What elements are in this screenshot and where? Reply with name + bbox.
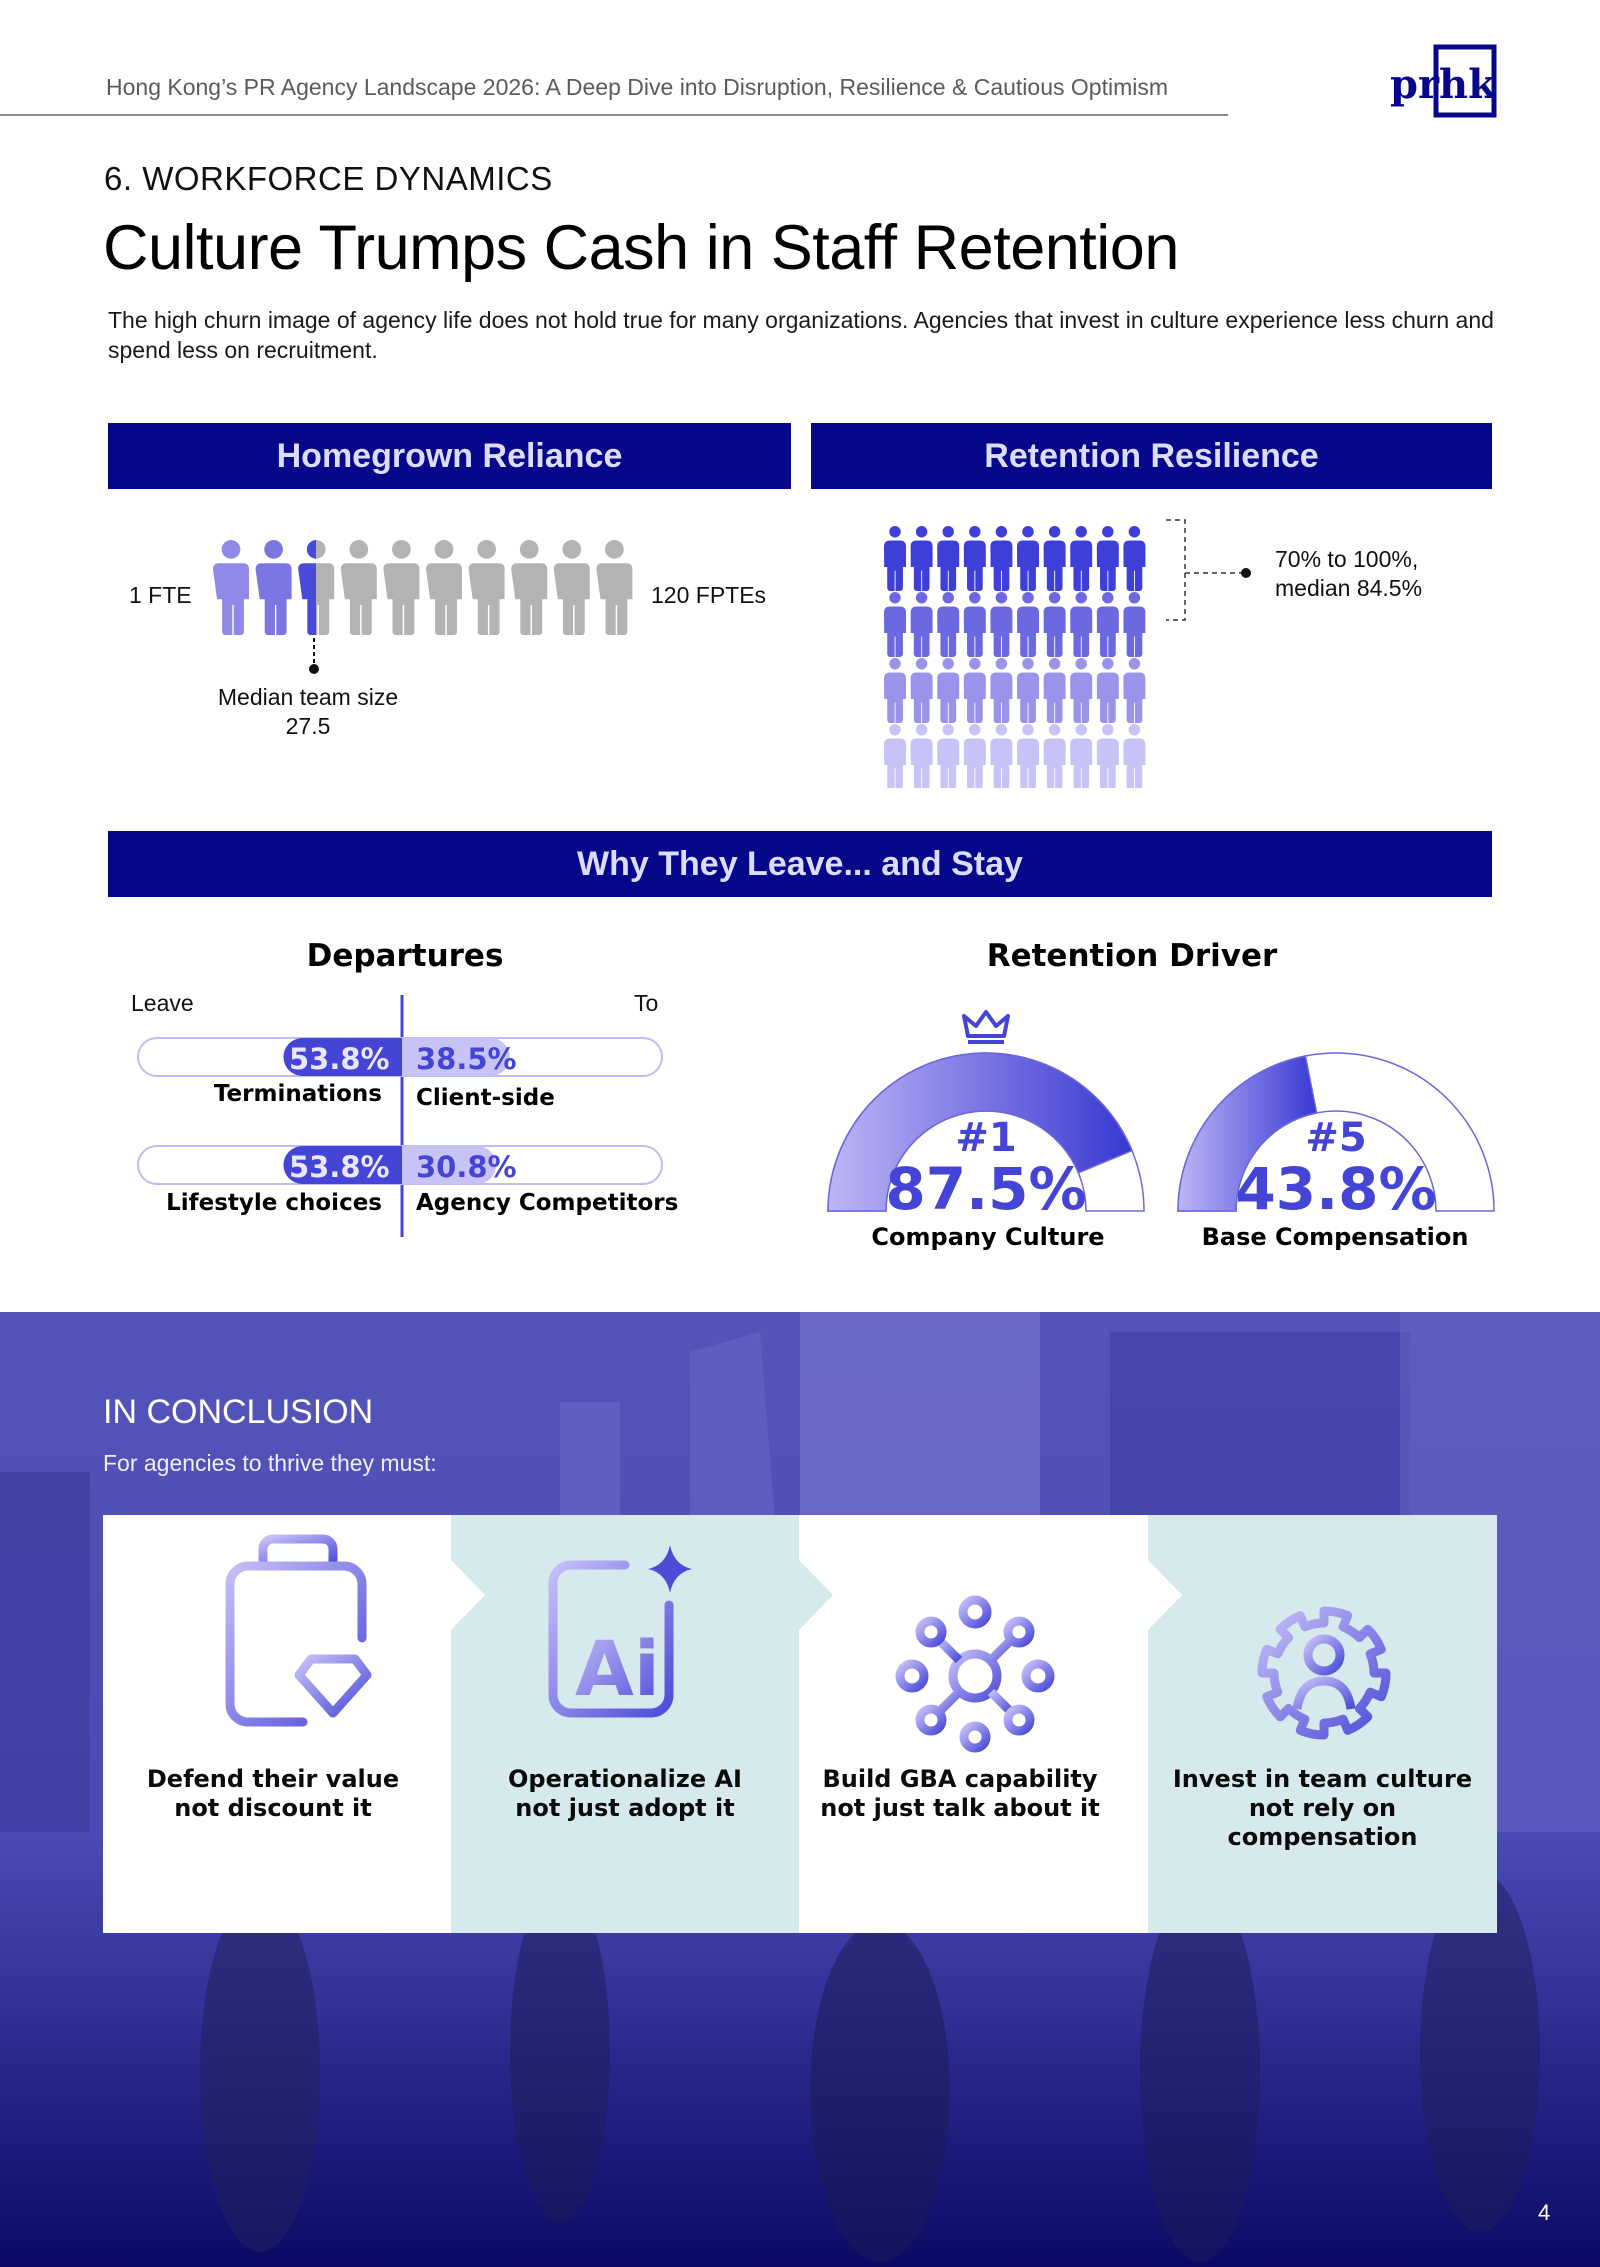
leave-label-2: Lifestyle choices: [166, 1190, 382, 1216]
retention-person-icon: [1097, 526, 1119, 591]
retention-person-icon: [1123, 526, 1145, 591]
conclusion-card-4: Invest in team culture not rely on compensation: [1172, 1765, 1473, 1851]
leave-value-1: 53.8%: [289, 1042, 390, 1076]
range-bracket: [1160, 516, 1260, 624]
gauge-2: [1178, 1053, 1494, 1218]
retention-person-icon: [1044, 724, 1066, 788]
leave-column-label: Leave: [131, 990, 194, 1016]
team-person-icon: [383, 540, 419, 635]
intro-paragraph: The high churn image of agency life does not hold true for many organizations. Agencies that invest in culture experience less churn and spend less on recruitment.: [108, 307, 1494, 363]
retention-person-icon: [964, 724, 986, 788]
page-heading: Culture Trumps Cash in Staff Retention: [103, 213, 1179, 283]
retention-driver-title: Retention Driver: [986, 938, 1278, 974]
retention-person-icon: [937, 658, 959, 723]
retention-range-label: [1275, 545, 1422, 603]
card-2-bg: [451, 1515, 833, 1933]
gauge-label-1: Company Culture: [871, 1223, 1105, 1251]
retention-person-icon: [1017, 526, 1039, 591]
retention-person-icon: [1044, 658, 1066, 723]
conclusion-subtitle: For agencies to thrive they must:: [103, 1450, 437, 1476]
retention-person-icon: [1017, 592, 1039, 657]
retention-person-icon: [990, 526, 1012, 591]
min-fte-label: 1 FTE: [129, 582, 192, 608]
retention-pictogram: [880, 524, 1152, 788]
retention-banner: Retention Resilience: [811, 423, 1492, 489]
team-person-icon: [298, 540, 334, 635]
section-number-title: 6. WORKFORCE DYNAMICS: [104, 160, 553, 197]
team-person-icon: [511, 540, 547, 635]
team-person-icon: [596, 540, 632, 635]
retention-person-icon: [884, 724, 906, 788]
retention-person-icon: [1017, 724, 1039, 788]
retention-person-icon: [937, 724, 959, 788]
gauge-rank: #1: [955, 1115, 1017, 1161]
page-number: 4: [1538, 2200, 1551, 2225]
retention-person-icon: [1123, 592, 1145, 657]
to-column-label: To: [634, 990, 659, 1016]
svg-text:Ai: Ai: [575, 1624, 660, 1713]
to-label-2: Agency Competitors: [416, 1190, 679, 1216]
retention-person-icon: [990, 658, 1012, 723]
median-marker: [306, 636, 322, 676]
team-person-icon: [256, 540, 292, 635]
conclusion-card-1: Defend their value not discount it: [146, 1765, 400, 1822]
retention-range-line2: median 84.5%: [1275, 575, 1423, 601]
report-title: Hong Kong’s PR Agency Landscape 2026: A Deep Dive into Disruption, Resilience & Cautious Optimism: [106, 74, 1168, 100]
gauge-1: [828, 1012, 1144, 1218]
retention-person-icon: [990, 592, 1012, 657]
to-value-1: 38.5%: [416, 1042, 517, 1076]
retention-person-icon: [1070, 526, 1092, 591]
retention-person-icon: [937, 526, 959, 591]
retention-person-icon: [1097, 592, 1119, 657]
retention-person-icon: [1070, 724, 1092, 788]
retention-person-icon: [1044, 592, 1066, 657]
gauge-rank: #5: [1305, 1115, 1367, 1161]
conclusion-title: IN CONCLUSION: [103, 1393, 374, 1431]
team-person-icon: [469, 540, 505, 635]
to-label-1: Client-side: [416, 1085, 555, 1111]
retention-person-icon: [1097, 658, 1119, 723]
retention-person-icon: [1070, 658, 1092, 723]
conclusion-card-3: Build GBA capability not just talk about it: [820, 1765, 1100, 1822]
why-leave-banner: Why They Leave... and Stay: [108, 831, 1492, 897]
to-value-2: 30.8%: [416, 1150, 517, 1184]
team-person-icon: [341, 540, 377, 635]
team-person-icon: [213, 540, 249, 635]
retention-person-icon: [964, 526, 986, 591]
retention-person-icon: [1070, 592, 1092, 657]
median-team-value: 27.5: [285, 713, 331, 739]
gauge-value: 43.8%: [1235, 1155, 1437, 1218]
max-fte-label: 120 FPTEs: [651, 582, 767, 608]
median-team-label: [198, 683, 418, 741]
retention-person-icon: [937, 592, 959, 657]
gauge-label-2: Base Compensation: [1201, 1223, 1469, 1251]
retention-gauges: [810, 998, 1510, 1218]
retention-person-icon: [1097, 724, 1119, 788]
retention-person-icon: [964, 658, 986, 723]
crown-icon: [964, 1012, 1008, 1042]
median-team-caption: Median team size: [217, 684, 399, 710]
retention-person-icon: [1123, 724, 1145, 788]
retention-range-line1: 70% to 100%,: [1275, 546, 1419, 572]
retention-person-icon: [911, 658, 933, 723]
conclusion-card-2: Operationalize AI not just adopt it: [508, 1765, 742, 1822]
homegrown-banner: Homegrown Reliance: [108, 423, 791, 489]
retention-person-icon: [911, 592, 933, 657]
leave-label-1: Terminations: [213, 1081, 382, 1107]
gauge-value: 87.5%: [885, 1155, 1087, 1218]
header-rule: [0, 114, 1228, 116]
retention-person-icon: [990, 724, 1012, 788]
retention-person-icon: [911, 526, 933, 591]
svg-text:prhk: prhk: [1390, 61, 1496, 108]
retention-person-icon: [964, 592, 986, 657]
team-size-pictogram: [205, 536, 645, 638]
retention-person-icon: [884, 526, 906, 591]
team-person-icon: [426, 540, 462, 635]
retention-person-icon: [1044, 526, 1066, 591]
retention-person-icon: [884, 592, 906, 657]
team-person-icon: [554, 540, 590, 635]
retention-person-icon: [1123, 658, 1145, 723]
conclusion-cards: [103, 1515, 1497, 1933]
departures-title: Departures: [306, 938, 504, 974]
leave-value-2: 53.8%: [289, 1150, 390, 1184]
retention-person-icon: [911, 724, 933, 788]
retention-person-icon: [1017, 658, 1039, 723]
retention-person-icon: [884, 658, 906, 723]
prhk-logo: [1386, 44, 1498, 118]
